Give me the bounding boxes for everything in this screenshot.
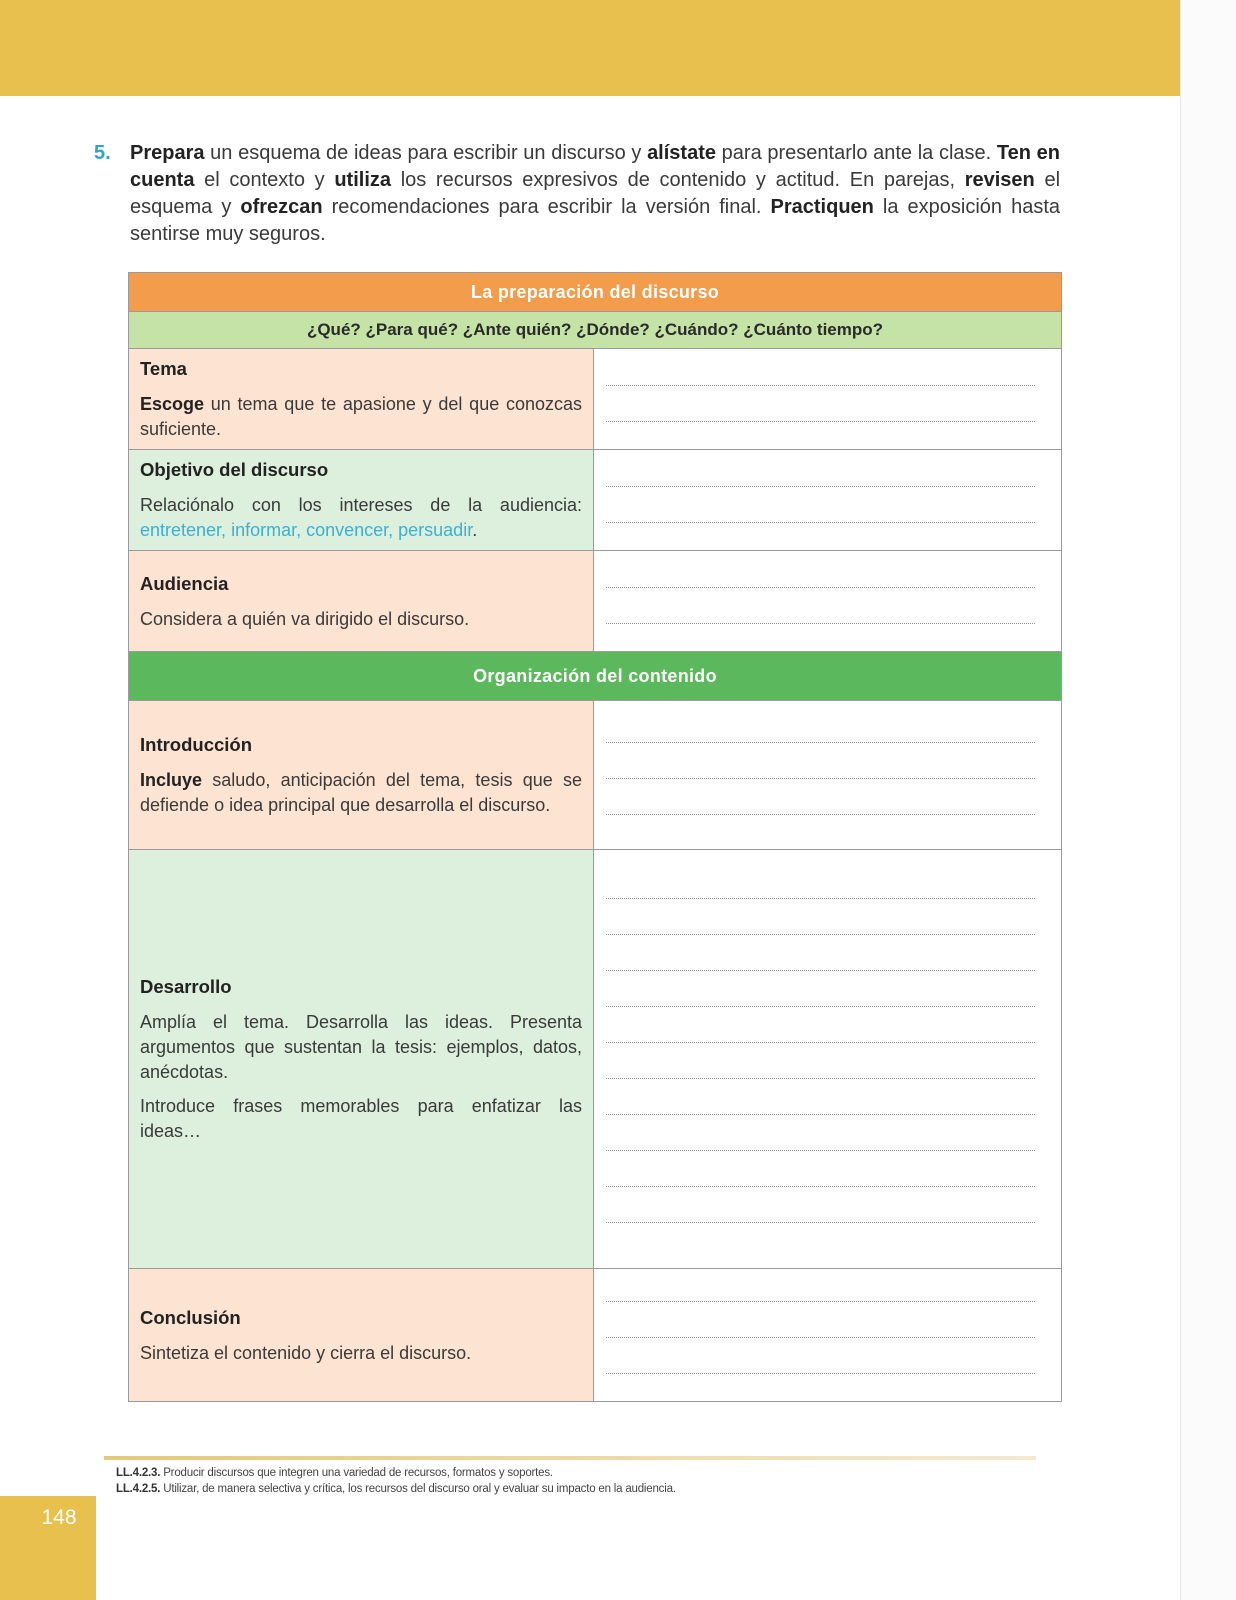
instruction-verb: revisen — [964, 169, 1035, 191]
instruction-verb: Prepara — [130, 142, 205, 164]
tema-verb: Escoge — [140, 394, 205, 414]
objetivo-text — [140, 493, 582, 543]
row-objetivo — [129, 450, 1061, 551]
writing-line — [606, 421, 1035, 422]
conclusion-text: Sintetiza el contenido y cierra el discurso. — [140, 1342, 472, 1363]
guiding-questions: ¿Qué? ¿Para qué? ¿Ante quién? ¿Dónde? ¿Cuándo? ¿Cuánto tiempo? — [129, 312, 1061, 349]
row-introduccion — [129, 701, 1061, 850]
instruction-verb: alístate — [647, 142, 716, 164]
conclusion-answer-area[interactable] — [594, 1269, 1061, 1401]
audiencia-cell — [129, 551, 594, 651]
writing-line — [606, 587, 1035, 588]
writing-line — [606, 1301, 1035, 1302]
instruction-text: para presentarlo ante la clase. — [716, 142, 997, 164]
audiencia-text: Considera a quién va dirigido el discurso. — [140, 608, 470, 629]
writing-line — [606, 814, 1035, 815]
row-tema — [129, 349, 1061, 450]
desarrollo-text-1: Amplía el tema. Desarrolla las ideas. Presenta argumentos que sustentan la tesis: ejemplos, datos, anécdotas. — [140, 1012, 582, 1082]
exercise-number: 5. — [94, 142, 111, 164]
writing-line — [606, 898, 1035, 899]
instruction-text: el contexto y — [194, 169, 335, 191]
objetivo-answer-area[interactable] — [594, 450, 1061, 550]
instruction-verb: utiliza — [334, 169, 392, 191]
desarrollo-answer-area[interactable] — [594, 850, 1061, 1268]
audiencia-answer-area[interactable] — [594, 551, 1061, 651]
writing-line — [606, 1337, 1035, 1338]
instruction-text: los recursos expresivos de contenido y actitud. En parejas, — [391, 169, 965, 191]
desarrollo-text-2: Introduce frases memorables para enfatizar las ideas… — [140, 1096, 582, 1141]
tema-desc: un tema que te apasione y del que conozcas suficiente. — [140, 394, 582, 439]
objetivo-title: Objetivo del discurso — [140, 459, 329, 480]
instruction-verb: Practiquen — [770, 196, 874, 218]
standard-item — [116, 1465, 676, 1481]
introduccion-title: Introducción — [140, 734, 253, 755]
introduccion-cell — [129, 701, 594, 849]
writing-line — [606, 1150, 1035, 1151]
row-conclusion — [129, 1269, 1061, 1401]
writing-line — [606, 1006, 1035, 1007]
writing-line — [606, 623, 1035, 624]
introduccion-answer-area[interactable] — [594, 701, 1061, 849]
objetivo-end: . — [472, 520, 478, 540]
standard-text: Producir discursos que integren una variedad de recursos, formatos y soportes. — [160, 1467, 553, 1479]
standard-code: LL.4.2.5. — [116, 1483, 161, 1495]
row-desarrollo — [129, 850, 1061, 1269]
tema-answer-area[interactable] — [594, 349, 1061, 449]
instruction-verb: ofrezcan — [240, 196, 323, 218]
tema-title: Tema — [140, 358, 187, 379]
writing-line — [606, 1222, 1035, 1223]
desarrollo-title: Desarrollo — [140, 976, 232, 997]
writing-line — [606, 522, 1035, 523]
objetivo-desc: Relaciónalo con los intereses de la audiencia: — [140, 495, 582, 515]
writing-line — [606, 970, 1035, 971]
conclusion-cell — [129, 1269, 594, 1401]
writing-line — [606, 385, 1035, 386]
exercise-text — [130, 140, 1060, 248]
instruction-text: un esquema de ideas para escribir un discurso y — [204, 142, 648, 164]
writing-line — [606, 1186, 1035, 1187]
writing-line — [606, 934, 1035, 935]
conclusion-title: Conclusión — [140, 1306, 241, 1328]
introduccion-text — [140, 768, 582, 818]
speech-planning-table — [128, 272, 1062, 1402]
audiencia-title: Audiencia — [140, 572, 229, 594]
exercise-instructions — [94, 140, 1060, 248]
writing-line — [606, 742, 1035, 743]
writing-line — [606, 1078, 1035, 1079]
standard-code: LL.4.2.3. — [116, 1467, 161, 1479]
page-number: 148 — [41, 1506, 77, 1529]
row-audiencia — [129, 551, 1061, 652]
introduccion-verb: Incluye — [140, 770, 203, 790]
writing-line — [606, 1373, 1035, 1374]
instruction-text: la exposición hasta sentirse muy seguros. — [130, 196, 1061, 245]
page-edge — [1180, 0, 1236, 1600]
objetivo-purposes: entretener, informar, convencer, persuadir — [140, 520, 473, 540]
standard-item — [116, 1481, 676, 1497]
instruction-verb: Ten en cuenta — [130, 142, 1060, 191]
desarrollo-cell — [129, 850, 594, 1268]
footer-divider — [104, 1456, 1036, 1460]
writing-line — [606, 486, 1035, 487]
instruction-text: recomendaciones para escribir la versión final. — [322, 196, 771, 218]
writing-line — [606, 778, 1035, 779]
table-header-title: La preparación del discurso — [129, 273, 1061, 312]
writing-line — [606, 1042, 1035, 1043]
instruction-text: el esquema y — [130, 169, 1061, 218]
top-color-band — [0, 0, 1180, 96]
section-header-organizacion: Organización del contenido — [129, 652, 1061, 701]
curriculum-standards — [116, 1465, 676, 1497]
writing-line — [606, 1114, 1035, 1115]
standard-text: Utilizar, de manera selectiva y crítica, los recursos del discurso oral y evaluar su impacto en la audiencia. — [160, 1483, 676, 1495]
objetivo-cell — [129, 450, 594, 550]
tema-cell — [129, 349, 594, 449]
introduccion-desc: saludo, anticipación del tema, tesis que se defiende o idea principal que desarrolla el discurso. — [140, 770, 582, 815]
tema-text — [140, 392, 582, 442]
